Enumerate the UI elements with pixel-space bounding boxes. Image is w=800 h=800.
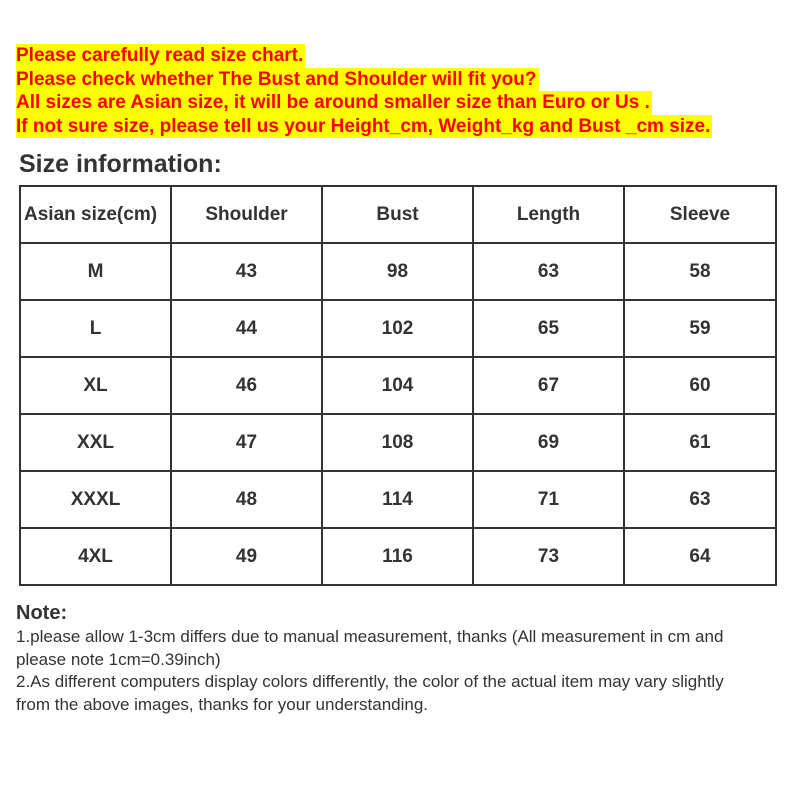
bust-cell: 116 — [322, 528, 473, 585]
shoulder-cell: 44 — [171, 300, 322, 357]
note-line: from the above images, thanks for your understanding. — [16, 694, 429, 714]
sleeve-cell: 60 — [624, 357, 776, 414]
column-header: Length — [473, 186, 624, 243]
shoulder-cell: 49 — [171, 528, 322, 585]
size-cell: XXL — [20, 414, 171, 471]
bust-cell: 104 — [322, 357, 473, 414]
table-header-row — [20, 186, 776, 243]
note-section — [16, 601, 786, 716]
size-cell: XL — [20, 357, 171, 414]
size-info-title: Size information: — [19, 150, 222, 178]
table-row — [20, 243, 776, 300]
length-cell: 65 — [473, 300, 624, 357]
notice-line: All sizes are Asian size, it will be around smaller size than Euro or Us . — [16, 92, 650, 113]
bust-cell: 114 — [322, 471, 473, 528]
shoulder-cell: 47 — [171, 414, 322, 471]
table-row — [20, 471, 776, 528]
notice-line: Please carefully read size chart. — [16, 45, 304, 66]
bust-cell: 108 — [322, 414, 473, 471]
column-header: Sleeve — [624, 186, 776, 243]
size-cell: 4XL — [20, 528, 171, 585]
note-line: 1.please allow 1-3cm differs due to manual measurement, thanks (All measurement in cm and — [16, 627, 724, 646]
sleeve-cell: 64 — [624, 528, 776, 585]
shoulder-cell: 43 — [171, 243, 322, 300]
length-cell: 63 — [473, 243, 624, 300]
size-cell: L — [20, 300, 171, 357]
table-row — [20, 528, 776, 585]
sleeve-cell: 61 — [624, 414, 776, 471]
length-cell: 73 — [473, 528, 624, 585]
length-cell: 71 — [473, 471, 624, 528]
column-header: Asian size(cm) — [20, 186, 171, 243]
table-row — [20, 414, 776, 471]
column-header: Bust — [322, 186, 473, 243]
note-line: please note 1cm=0.39inch) — [16, 649, 221, 669]
size-cell: XXXL — [20, 471, 171, 528]
notice-line: If not sure size, please tell us your Height_cm, Weight_kg and Bust _cm size. — [16, 115, 711, 137]
sleeve-cell: 58 — [624, 243, 776, 300]
bust-cell: 98 — [322, 243, 473, 300]
length-cell: 67 — [473, 357, 624, 414]
note-line: 2.As different computers display colors differently, the color of the actual item may vary slightly — [16, 672, 724, 691]
shoulder-cell: 48 — [171, 471, 322, 528]
notice-line: Please check whether The Bust and Shoulder will fit you? — [16, 68, 537, 90]
table-row — [20, 300, 776, 357]
sleeve-cell: 63 — [624, 471, 776, 528]
length-cell: 69 — [473, 414, 624, 471]
bust-cell: 102 — [322, 300, 473, 357]
size-notice — [16, 44, 766, 138]
table-row — [20, 357, 776, 414]
note-title: Note: — [16, 602, 68, 624]
size-chart-table — [19, 185, 777, 586]
shoulder-cell: 46 — [171, 357, 322, 414]
sleeve-cell: 59 — [624, 300, 776, 357]
size-cell: M — [20, 243, 171, 300]
column-header: Shoulder — [171, 186, 322, 243]
